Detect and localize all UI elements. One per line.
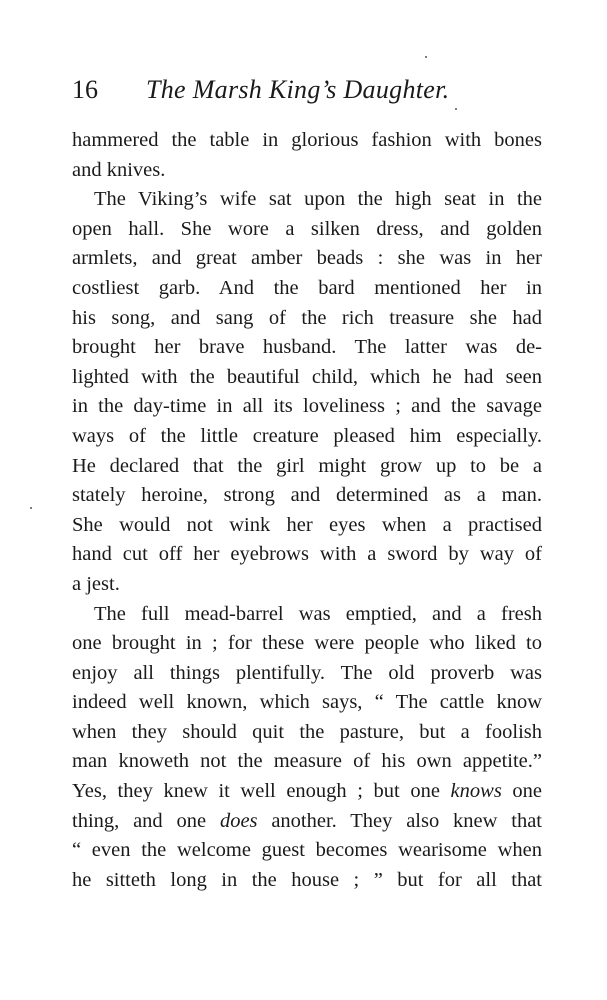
running-head xyxy=(72,70,542,110)
text-line: “ even the welcome guest becomes wearisome when xyxy=(72,839,542,862)
text-segment: another. They also knew that xyxy=(257,809,542,832)
text-line: costliest garb. And the bard mentioned her in xyxy=(72,276,542,299)
text-segment: one xyxy=(501,780,542,803)
text-line: hammered the table in glorious fashion with bones xyxy=(72,129,542,151)
italic-word-does: does xyxy=(219,809,258,832)
print-speck xyxy=(455,108,457,110)
print-speck xyxy=(30,507,32,509)
text-line: one brought in ; for these were people who liked to xyxy=(72,632,542,655)
print-speck xyxy=(425,56,427,58)
text-line: man knoweth not the measure of his own appetite.” xyxy=(72,750,542,773)
text-line: a jest. xyxy=(72,572,120,595)
text-line-with-italic xyxy=(72,807,542,837)
text-line: ways of the little creature pleased him especially. xyxy=(72,424,542,447)
text-segment: Yes, they knew it well enough ; but one xyxy=(72,780,451,803)
text-line-with-italic xyxy=(72,777,542,807)
text-line: he sitteth long in the house ; ” but for all that xyxy=(72,868,542,891)
text-line: in the day-time in all its loveliness ; and the savage xyxy=(72,395,542,418)
text-line: The Viking’s wife sat upon the high seat in the xyxy=(94,188,542,211)
text-line: lighted with the beautiful child, which he had seen xyxy=(72,365,542,388)
italic-word-knows: knows xyxy=(450,780,502,803)
text-line: armlets, and great amber beads : she was in her xyxy=(72,247,542,270)
text-line: He declared that the girl might grow up to be a xyxy=(72,454,542,477)
text-line: indeed well known, which says, “ The cattle know xyxy=(72,691,542,714)
text-line: hand cut off her eyebrows with a sword by way of xyxy=(72,543,542,566)
text-line: The full mead-barrel was emptied, and a fresh xyxy=(94,602,542,625)
text-line: brought her brave husband. The latter was de- xyxy=(72,336,542,359)
text-line: when they should quit the pasture, but a foolish xyxy=(72,720,542,743)
text-segment: thing, and one xyxy=(72,809,220,832)
body-text xyxy=(72,126,542,895)
page-number: 16 xyxy=(72,75,98,104)
text-line: enjoy all things plentifully. The old proverb was xyxy=(72,661,542,684)
text-line: stately heroine, strong and determined as a man. xyxy=(72,484,542,507)
text-line: She would not wink her eyes when a practised xyxy=(72,513,542,536)
text-line: and knives. xyxy=(72,158,166,181)
text-line: his song, and sang of the rich treasure she had xyxy=(72,306,542,329)
book-title: The Marsh King’s Daughter. xyxy=(146,75,450,104)
text-line: open hall. She wore a silken dress, and golden xyxy=(72,217,542,240)
